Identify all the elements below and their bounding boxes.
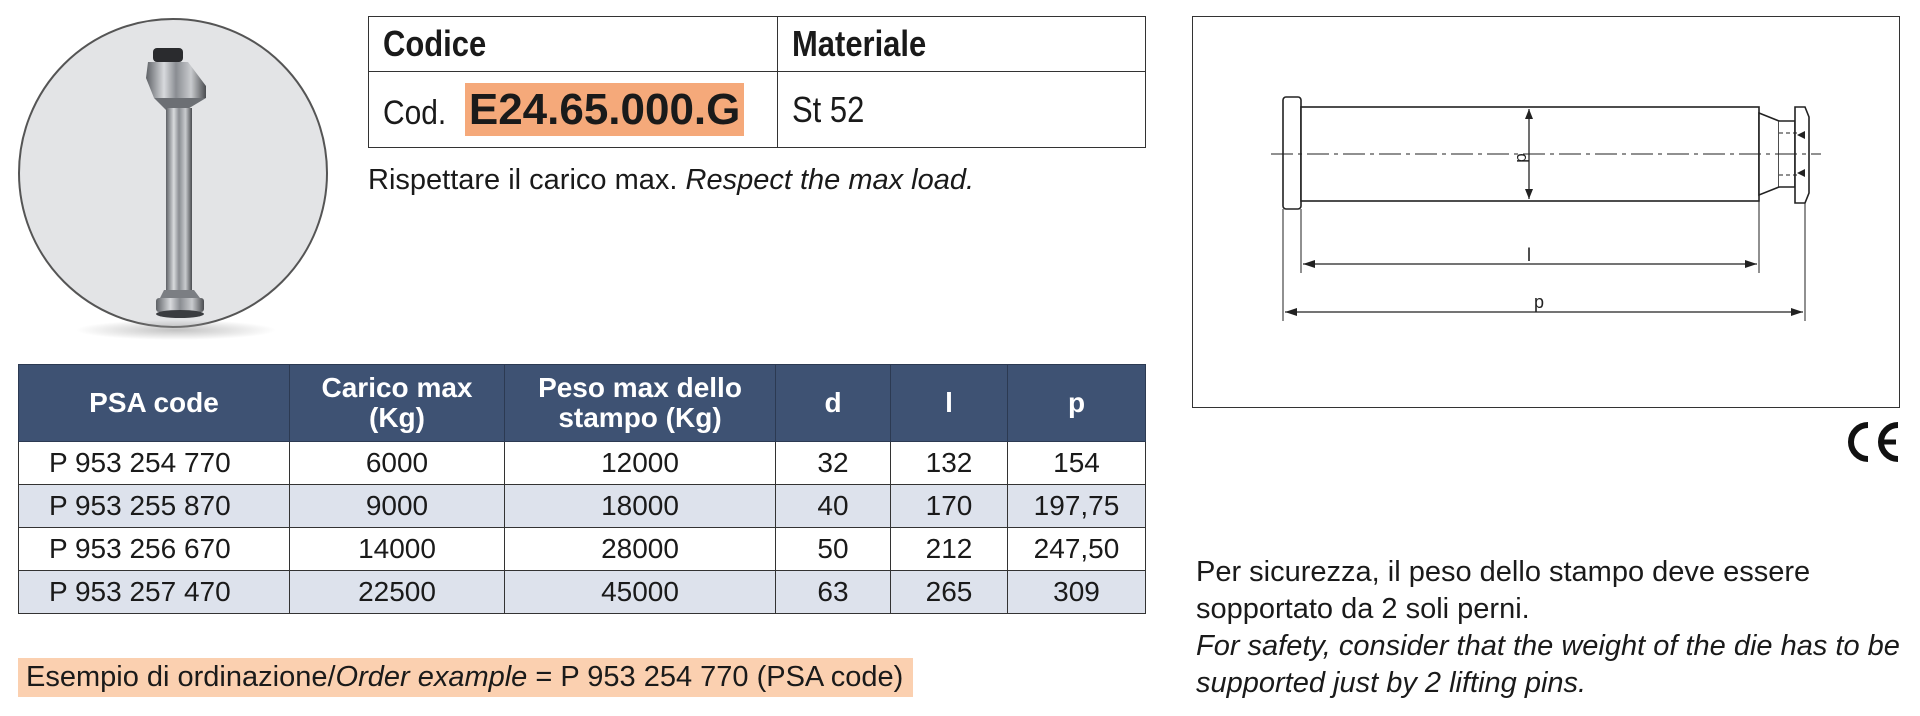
respect-note-italian: Rispettare il carico max. <box>368 164 678 196</box>
respect-note-english: Respect the max load. <box>685 164 975 196</box>
safety-note-italian: Per sicurezza, il peso dello stampo deve essere sopportato da 2 soli perni. <box>1196 556 1811 625</box>
col-peso-max-line2: stampo (Kg) <box>558 402 722 433</box>
cell-carico: 14000 <box>290 528 505 571</box>
cell-psa-code: P 953 254 770 <box>19 442 290 485</box>
pin-drawing <box>1193 17 1899 407</box>
code-header: Codice <box>383 23 487 65</box>
cell-peso: 28000 <box>505 528 776 571</box>
code-prefix: Cod. <box>383 93 447 132</box>
lifting-pin-image <box>18 18 328 358</box>
respect-max-load-note <box>368 164 974 197</box>
cell-d: 40 <box>776 485 891 528</box>
cell-p: 197,75 <box>1008 485 1146 528</box>
cell-l: 265 <box>891 571 1008 614</box>
cell-l: 170 <box>891 485 1008 528</box>
col-peso-max <box>505 365 776 442</box>
cell-d: 50 <box>776 528 891 571</box>
cell-p: 154 <box>1008 442 1146 485</box>
dim-label-p: p <box>1533 292 1545 312</box>
material-header: Materiale <box>792 23 927 65</box>
cell-l: 212 <box>891 528 1008 571</box>
ce-mark-logo <box>1846 418 1902 478</box>
cell-psa-code: P 953 257 470 <box>19 571 290 614</box>
product-photo <box>18 18 328 328</box>
col-d: d <box>776 365 891 442</box>
specs-table-header <box>19 365 1146 442</box>
material-value: St 52 <box>792 88 865 130</box>
dim-label-d: d <box>1513 153 1532 163</box>
col-p: p <box>1008 365 1146 442</box>
col-l: l <box>891 365 1008 442</box>
cell-d: 32 <box>776 442 891 485</box>
cell-peso: 18000 <box>505 485 776 528</box>
cell-carico: 9000 <box>290 485 505 528</box>
cell-d: 63 <box>776 571 891 614</box>
technical-drawing <box>1192 16 1900 408</box>
col-psa-code: PSA code <box>19 365 290 442</box>
cell-p: 247,50 <box>1008 528 1146 571</box>
ce-mark-icon <box>1846 419 1902 465</box>
cell-psa-code: P 953 255 870 <box>19 485 290 528</box>
cell-carico: 6000 <box>290 442 505 485</box>
order-example <box>18 658 913 697</box>
order-example-italian: Esempio di ordinazione/ <box>26 661 336 693</box>
order-example-rest: = P 953 254 770 (PSA code) <box>527 661 904 693</box>
col-carico-max-line1: Carico max <box>321 372 473 403</box>
cell-carico: 22500 <box>290 571 505 614</box>
cell-psa-code: P 953 256 670 <box>19 528 290 571</box>
cell-peso: 45000 <box>505 571 776 614</box>
cell-peso: 12000 <box>505 442 776 485</box>
cell-p: 309 <box>1008 571 1146 614</box>
order-example-english: Order example <box>335 661 528 693</box>
col-carico-max <box>290 365 505 442</box>
table-row <box>19 528 1146 571</box>
safety-note-english: For safety, consider that the weight of the die has to be supported just by 2 lifting pins. <box>1196 630 1900 699</box>
table-row <box>19 485 1146 528</box>
col-peso-max-line1: Peso max dello <box>538 372 742 403</box>
table-row <box>19 571 1146 614</box>
product-code: E24.65.000.G <box>465 83 745 136</box>
col-carico-max-line2: (Kg) <box>369 402 425 433</box>
product-code-table <box>368 16 1146 148</box>
safety-note <box>1196 554 1900 702</box>
dim-label-l: l <box>1527 245 1531 265</box>
table-row <box>19 442 1146 485</box>
specs-table <box>18 364 1146 614</box>
cell-l: 132 <box>891 442 1008 485</box>
